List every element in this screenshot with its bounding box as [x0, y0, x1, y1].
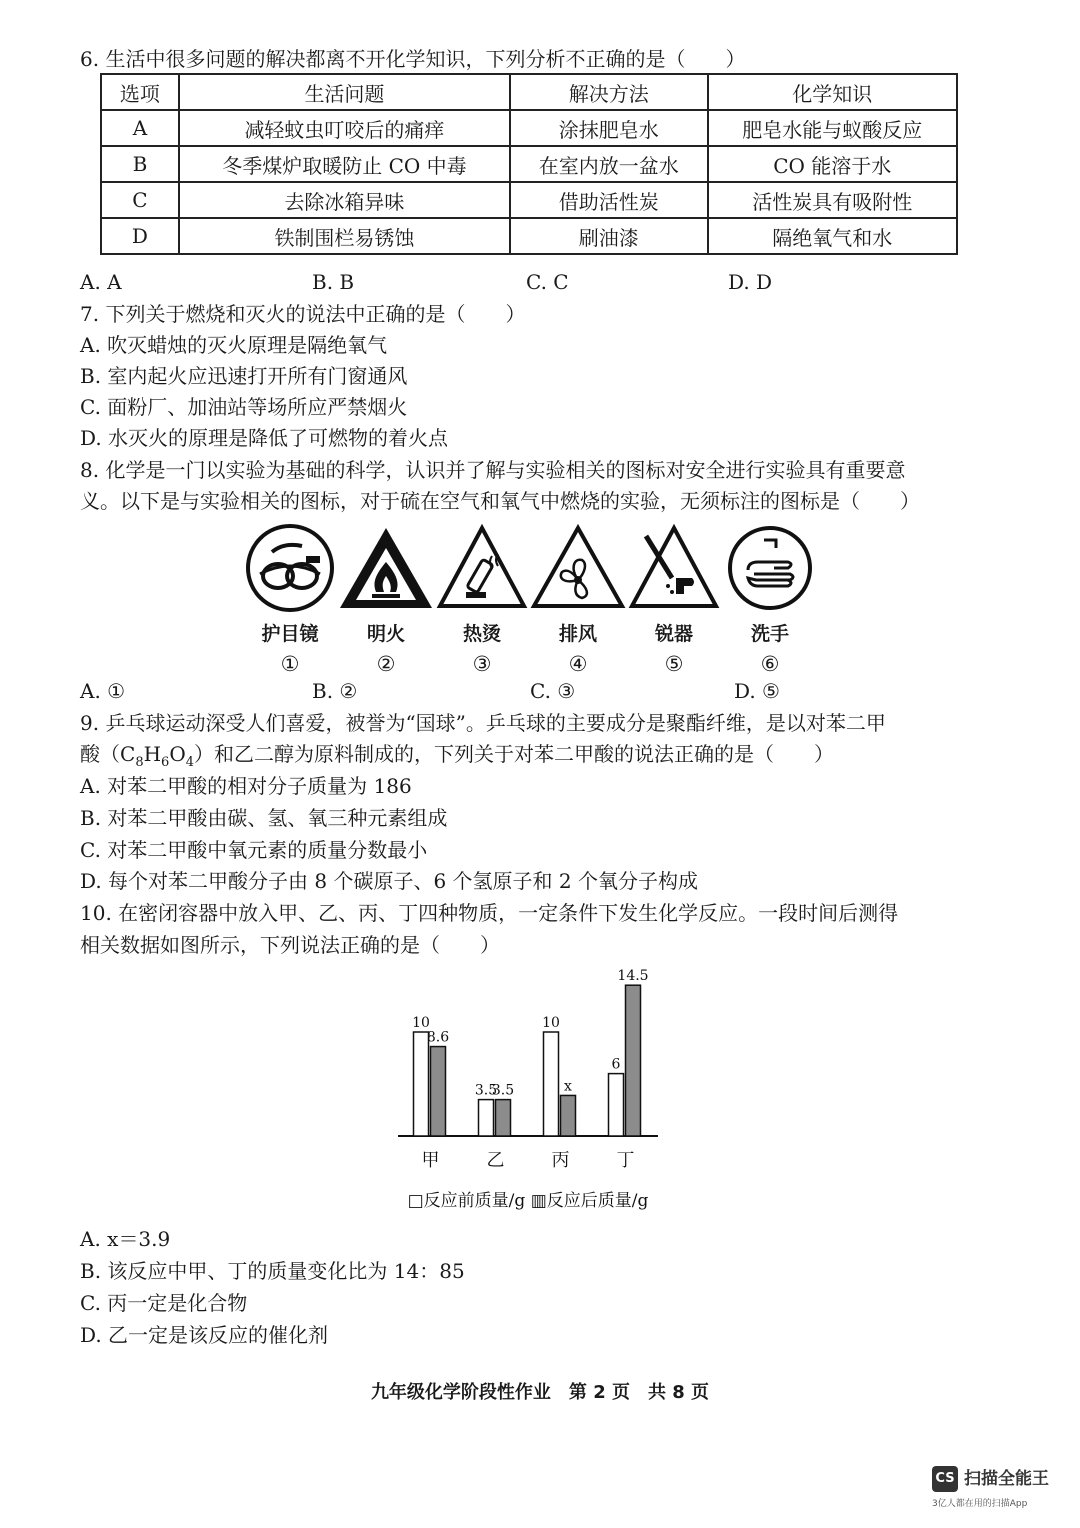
option-d[interactable]: D. 每个对苯二甲酸分子由 8 个碳原子、6 个氢原子和 2 个氧分子构成 [80, 869, 698, 893]
table-row [101, 182, 957, 218]
option-d[interactable]: D. 水灭火的原理是降低了可燃物的着火点 [80, 426, 449, 450]
icon-label: 排风 [558, 623, 597, 645]
option-b[interactable]: B. 该反应中甲、丁的质量变化比为 14：85 [80, 1259, 465, 1283]
option-a[interactable]: A. A [80, 270, 122, 294]
bar-after [561, 1095, 576, 1136]
q8-stem-line2: 义。以下是与实验相关的图标，对于硫在空气和氧气中燃烧的实验，无须标注的图标是（ ） [80, 489, 920, 513]
q10-stem-line1: 10. 在密闭容器中放入甲、乙、丙、丁四种物质，一定条件下发生化学反应。一段时间后测得 [80, 901, 899, 925]
table-cell: 隔绝氧气和水 [708, 218, 957, 254]
option-c[interactable]: C. 丙一定是化合物 [80, 1291, 248, 1315]
q9-text: ）和乙二醇为原料制成的，下列关于对苯二甲酸的说法正确的是（ ） [194, 742, 835, 766]
data-label-before: 3.5 [474, 1082, 498, 1099]
table-cell: 借助活性炭 [510, 182, 708, 218]
table-cell: 活性炭具有吸附性 [708, 182, 957, 218]
option-b[interactable]: B. ② [312, 679, 358, 703]
option-a[interactable]: A. ① [80, 679, 126, 703]
q6-table [100, 73, 958, 255]
safety-sign-5 [624, 522, 724, 676]
table-cell: 刷油漆 [510, 218, 708, 254]
safety-sign-3 [432, 522, 532, 676]
q9-text: H [143, 742, 162, 766]
table-header-row [101, 74, 957, 110]
chart-legend: □反应前质量/g ▥反应后质量/g [407, 1191, 649, 1211]
table-cell: C [101, 182, 179, 218]
table-row [101, 110, 957, 146]
table-header-cell: 化学知识 [708, 74, 957, 110]
table-cell: 肥皂水能与蚁酸反应 [708, 110, 957, 146]
option-c[interactable]: C. ③ [530, 679, 576, 703]
bar-before [609, 1074, 624, 1136]
data-label-before: 6 [611, 1056, 621, 1073]
bar-after [626, 985, 641, 1136]
icon-label: 洗手 [750, 623, 789, 645]
icon-number: ⑤ [664, 652, 684, 676]
icon-number: ③ [472, 652, 492, 676]
option-c[interactable]: C. C [526, 270, 569, 294]
table-cell: 铁制围栏易锈蚀 [179, 218, 510, 254]
bar-before [414, 1032, 429, 1136]
data-label-after: 14.5 [617, 968, 649, 985]
safety-sign-4 [528, 522, 628, 676]
icon-number: ④ [568, 652, 588, 676]
safety-sign-6 [720, 522, 820, 676]
option-d[interactable]: D. D [728, 270, 773, 294]
table-cell: 冬季煤炉取暖防止 CO 中毒 [179, 146, 510, 182]
category-label: 丙 [551, 1150, 570, 1171]
q6-options [80, 267, 980, 297]
category-label: 丁 [616, 1150, 635, 1171]
table-cell: 减轻蚊虫叮咬后的痛痒 [179, 110, 510, 146]
icon-label: 护目镜 [261, 623, 319, 645]
table-header-cell: 生活问题 [179, 74, 510, 110]
safety-sign-2 [336, 522, 436, 676]
icon-label: 锐器 [654, 623, 693, 645]
bar-after [431, 1047, 446, 1136]
option-b[interactable]: B. 对苯二甲酸由碳、氢、氧三种元素组成 [80, 806, 448, 830]
wash-hands-icon [724, 522, 816, 614]
table-cell: 在室内放一盆水 [510, 146, 708, 182]
option-b[interactable]: B. 室内起火应迅速打开所有门窗通风 [80, 364, 408, 388]
icon-number: ① [280, 652, 300, 676]
data-label-after: 3.5 [491, 1082, 515, 1099]
table-cell: 涂抹肥皂水 [510, 110, 708, 146]
data-label-after: 8.6 [426, 1029, 450, 1046]
table-cell: CO 能溶于水 [708, 146, 957, 182]
data-label-after: x [564, 1078, 572, 1095]
option-b[interactable]: B. B [312, 270, 355, 294]
category-label: 乙 [486, 1150, 505, 1171]
category-label: 甲 [421, 1150, 440, 1171]
q10-stem-line2: 相关数据如图所示，下列说法正确的是（ ） [80, 933, 500, 957]
q9-stem-line1: 9. 乒乓球运动深受人们喜爱，被誉为“国球”。乒乓球的主要成分是聚酯纤维，是以对苯二甲 [80, 711, 886, 735]
watermark-tagline: 3亿人都在用的扫描App [932, 1499, 1028, 1509]
icon-label: 热烫 [462, 623, 501, 645]
subscript: 4 [185, 755, 195, 770]
q9-text: O [169, 742, 186, 766]
sharp-object-icon [628, 522, 720, 614]
subscript: 8 [135, 755, 144, 770]
page-footer: 九年级化学阶段性作业 第 2 页 共 8 页 [370, 1382, 710, 1403]
open-flame-icon [336, 522, 436, 614]
q8-stem-line1: 8. 化学是一门以实验为基础的科学，认识并了解与实验相关的图标对安全进行实验具有重要意 [80, 458, 906, 482]
table-header-cell: 解决方法 [510, 74, 708, 110]
safety-sign-1 [240, 522, 340, 676]
option-c[interactable]: C. 面粉厂、加油站等场所应严禁烟火 [80, 395, 408, 419]
option-c[interactable]: C. 对苯二甲酸中氧元素的质量分数最小 [80, 838, 428, 862]
data-label-before: 10 [542, 1015, 560, 1031]
q8-options [80, 676, 980, 706]
q7-stem: 7. 下列关于燃烧和灭火的说法中正确的是（ ） [80, 302, 526, 326]
option-d[interactable]: D. 乙一定是该反应的催化剂 [80, 1323, 329, 1347]
table-header-cell: 选项 [101, 74, 179, 110]
ventilation-fan-icon [530, 522, 626, 614]
q6-stem: 6. 生活中很多问题的解决都离不开化学知识，下列分析不正确的是（ ） [80, 47, 746, 71]
table-cell: B [101, 146, 179, 182]
option-a[interactable]: A. x＝3.9 [80, 1227, 171, 1251]
chart-canvas [380, 960, 700, 1220]
bar-after [496, 1100, 511, 1136]
bar-before [479, 1100, 494, 1136]
data-label-before: 10 [412, 1015, 430, 1031]
goggles-icon [244, 522, 336, 614]
table-cell: 去除冰箱异味 [179, 182, 510, 218]
option-a[interactable]: A. 吹灭蜡烛的灭火原理是隔绝氧气 [80, 333, 388, 357]
bar-before [544, 1032, 559, 1136]
mass-bar-chart [380, 960, 700, 1220]
table-cell: A [101, 110, 179, 146]
icon-label: 明火 [366, 623, 405, 645]
q9-text: 酸（C [80, 742, 136, 766]
watermark-brand: 扫描全能王 [964, 1469, 1049, 1489]
table-row [101, 146, 957, 182]
icon-number: ② [376, 652, 396, 676]
icon-number: ⑥ [760, 652, 780, 676]
hot-surface-icon [436, 522, 528, 614]
option-a[interactable]: A. 对苯二甲酸的相对分子质量为 186 [80, 774, 412, 798]
cs-logo-icon: CS [932, 1466, 958, 1492]
table-row [101, 218, 957, 254]
subscript: 6 [161, 755, 170, 770]
table-cell: D [101, 218, 179, 254]
scanner-watermark [932, 1462, 1068, 1512]
safety-icons [240, 522, 820, 682]
option-d[interactable]: D. ⑤ [734, 679, 780, 703]
